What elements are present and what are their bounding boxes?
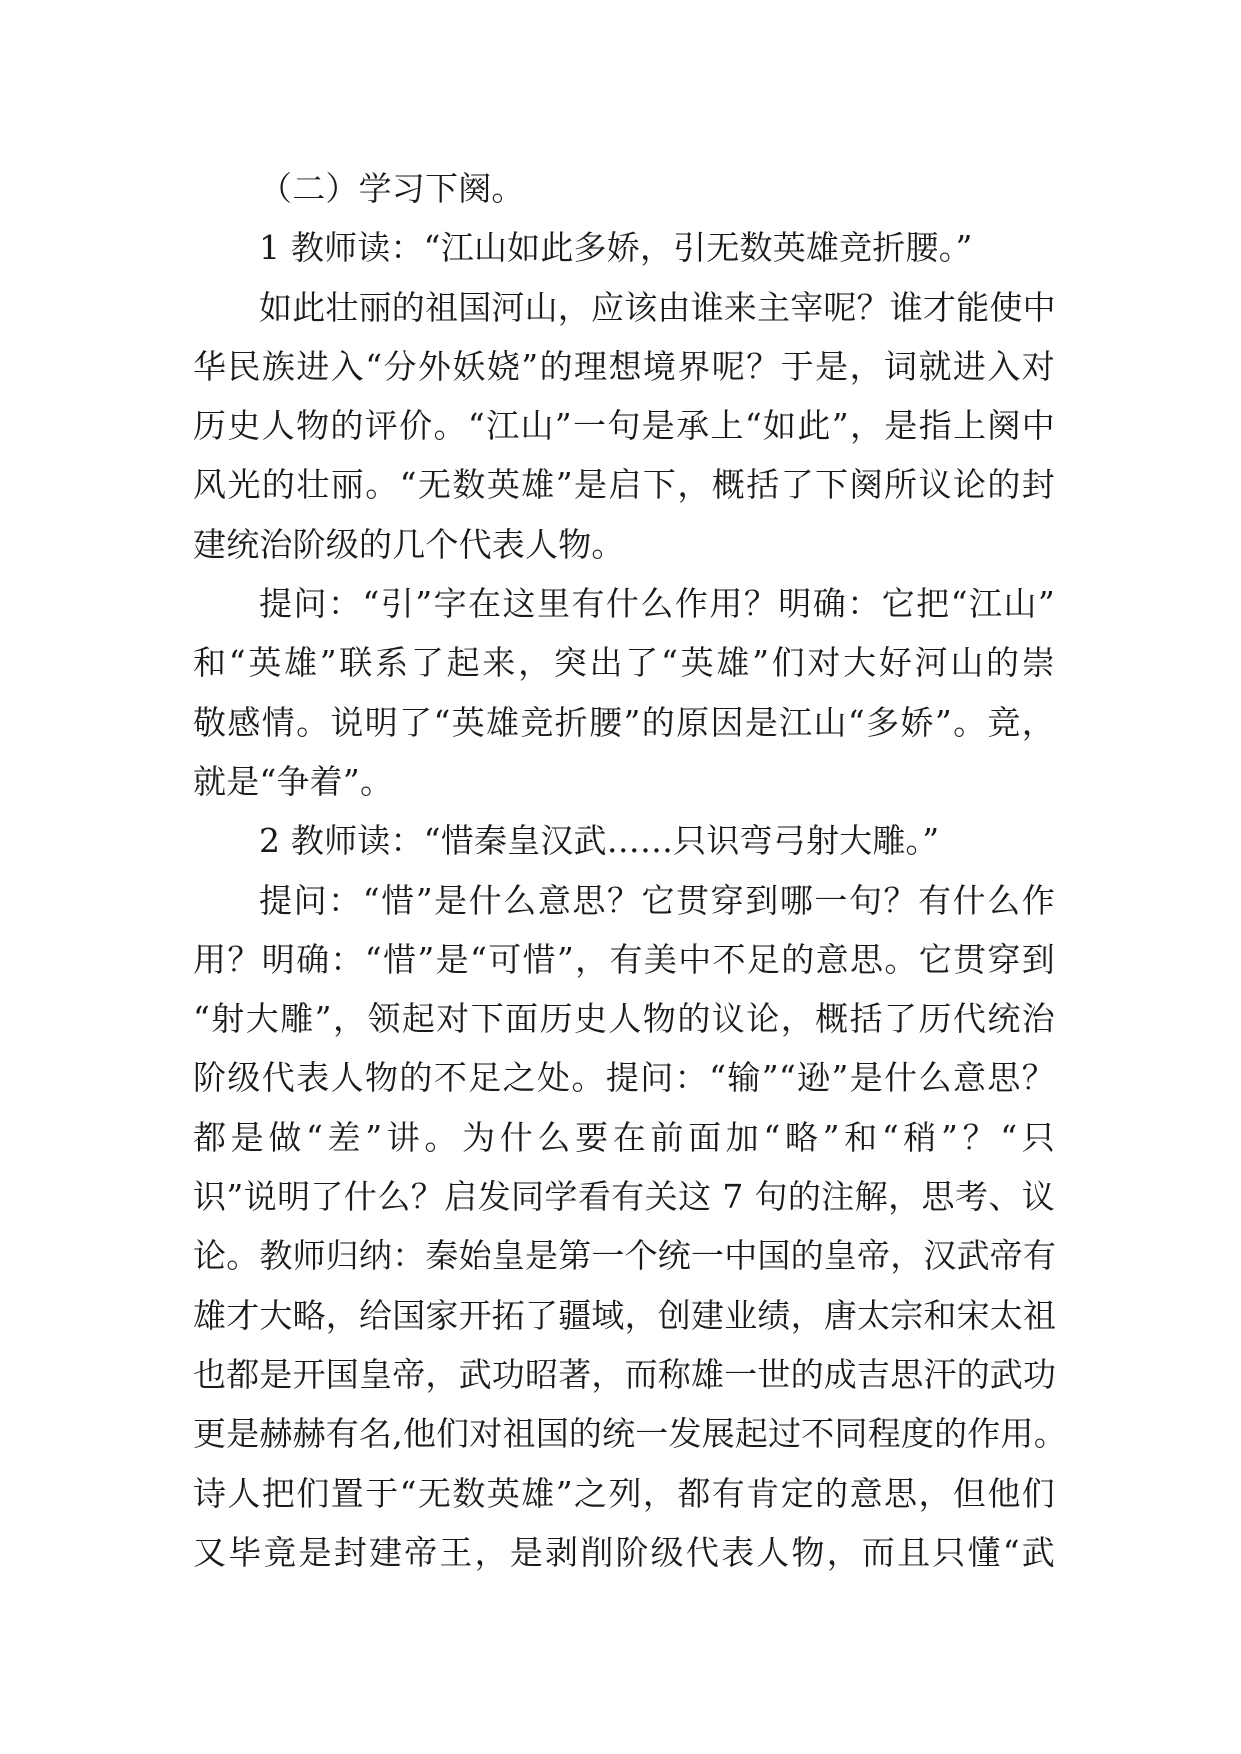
text-line: 1 教师读：“江山如此多娇，引无数英雄竞折腰。”: [259, 228, 973, 268]
text-line: 2 教师读：“惜秦皇汉武……只识弯弓射大雕。”: [259, 821, 940, 861]
text-line: 识”说明了什么？启发同学看有关这 7 句的注解，思考、议: [193, 1177, 1055, 1217]
text-line: 历史人物的评价。“江山”一句是承上“如此”，是指上阕中: [193, 406, 1055, 446]
document-body: [193, 159, 1067, 1582]
text-line: 敬感情。说明了“英雄竞折腰”的原因是江山“多娇”。竞，: [193, 702, 1055, 742]
text-line: 如此壮丽的祖国河山，应该由谁来主宰呢？谁才能使中: [259, 287, 1056, 327]
text-line: 更是赫赫有名,他们对祖国的统一发展起过不同程度的作用。: [193, 1414, 1067, 1454]
text-line: 提问：“惜”是什么意思？它贯穿到哪一句？有什么作: [259, 880, 1055, 920]
text-line: 用？明确：“惜”是“可惜”，有美中不足的意思。它贯穿到: [193, 939, 1055, 979]
text-line: 又毕竟是封建帝王，是剥削阶级代表人物，而且只懂“武: [193, 1532, 1055, 1572]
text-line: 诗人把们置于“无数英雄”之列，都有肯定的意思，但他们: [193, 1473, 1055, 1513]
text-line: 也都是开国皇帝，武功昭著，而称雄一世的成吉思汗的武功: [193, 1354, 1057, 1394]
text-line: 论。教师归纳：秦始皇是第一个统一中国的皇帝，汉武帝有: [193, 1236, 1057, 1276]
text-line: （二）学习下阕。: [259, 169, 525, 208]
text-line: 建统治阶级的几个代表人物。: [193, 524, 625, 564]
text-line: 雄才大略，给国家开拓了疆域，创建业绩，唐太宗和宋太祖: [193, 1295, 1057, 1335]
text-line: 华民族进入“分外妖娆”的理想境界呢？于是，词就进入对: [193, 346, 1055, 386]
text-line: 和“英雄”联系了起来，突出了“英雄”们对大好河山的崇: [193, 643, 1055, 683]
text-line: “射大雕”，领起对下面历史人物的议论，概括了历代统治: [193, 999, 1055, 1039]
text-line: 风光的壮丽。“无数英雄”是启下，概括了下阕所议论的封: [193, 465, 1055, 505]
text-line: 就是“争着”。: [193, 761, 394, 801]
text-line: 阶级代表人物的不足之处。提问：“输”“逊”是什么意思？: [193, 1058, 1055, 1098]
text-line: 提问：“引”字在这里有什么作用？明确：它把“江山”: [259, 584, 1055, 624]
text-line: 都是做“差”讲。为什么要在前面加“略”和“稍”？“只: [193, 1117, 1055, 1157]
